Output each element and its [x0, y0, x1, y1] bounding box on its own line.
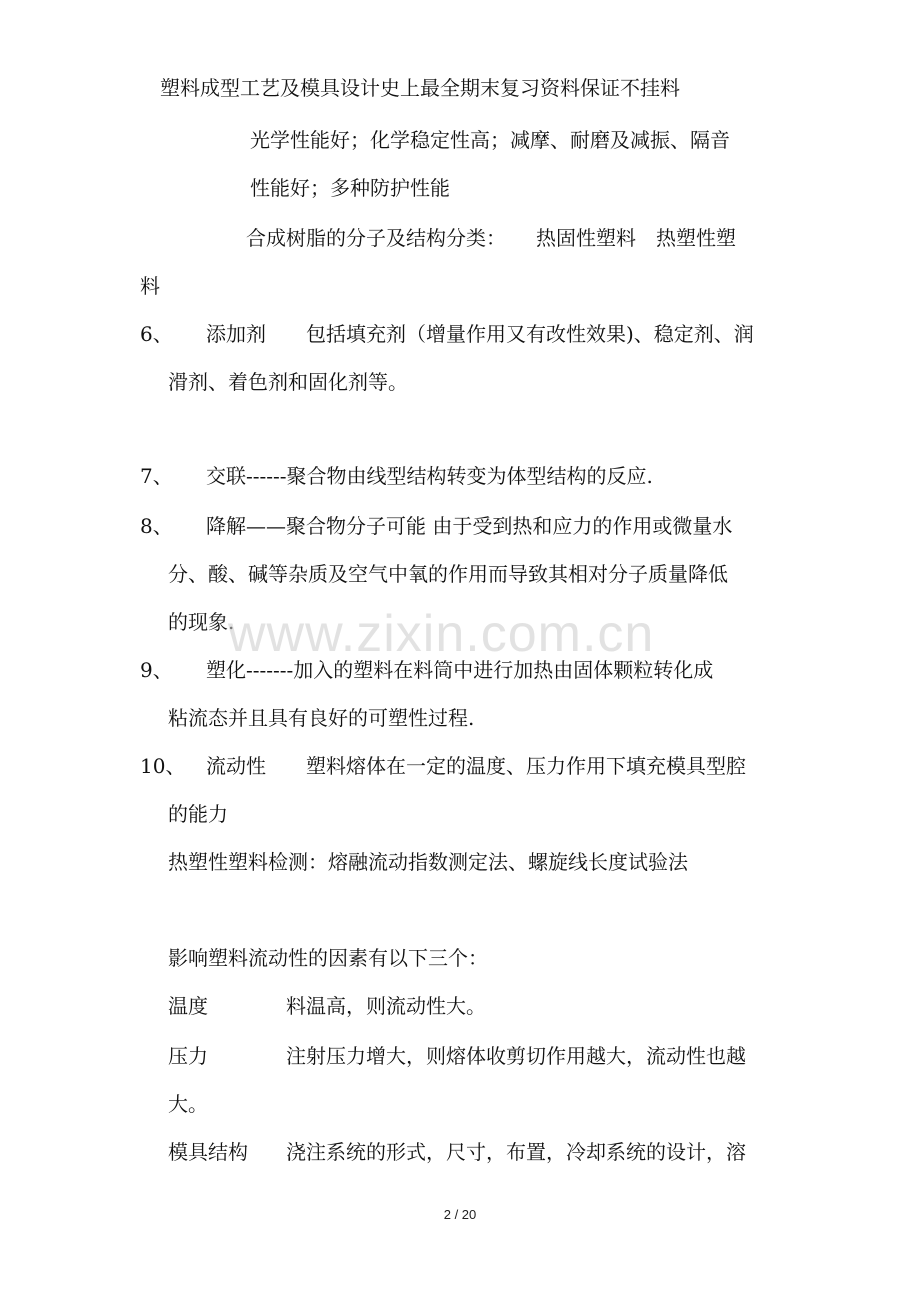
site-watermark: www.zixin.com.cn: [228, 605, 655, 663]
factor-pressure-text-continued: 大。: [168, 1092, 208, 1116]
item-8-line-3: 的现象.: [168, 610, 235, 634]
item-10-line-2: 的能力: [168, 802, 228, 826]
item-6-line-2: 滑剂、着色剂和固化剂等。: [168, 370, 408, 394]
factor-temperature-text: 料温高，则流动性大。: [286, 994, 486, 1018]
intro-line-1: 光学性能好；化学稳定性高；减摩、耐磨及减振、隔音: [250, 128, 730, 152]
item-number-8: 8、: [140, 514, 173, 538]
item-number-7: 7、: [140, 464, 173, 488]
item-number-6: 6、: [140, 322, 173, 346]
factor-pressure-text: 注射压力增大，则熔体收剪切作用越大，流动性也越: [286, 1044, 746, 1068]
page-title: 塑料成型工艺及模具设计史上最全期末复习资料保证不挂料: [160, 76, 680, 100]
item-number-9: 9、: [140, 658, 173, 682]
detection-methods: 热塑性塑料检测：熔融流动指数测定法、螺旋线长度试验法: [168, 850, 688, 874]
factor-pressure-label: 压力: [168, 1044, 208, 1068]
factors-heading: 影响塑料流动性的因素有以下三个：: [168, 946, 488, 970]
item-number-10: 10、: [140, 754, 186, 778]
item-10-line-1: 流动性 塑料熔体在一定的温度、压力作用下填充模具型腔: [206, 754, 746, 778]
item-9-line-2: 粘流态并且具有良好的可塑性过程.: [168, 706, 475, 730]
item-6-line-1: 添加剂 包括填充剂（增量作用又有改性效果)、稳定剂、润: [206, 322, 754, 346]
resin-classification-line-2: 料: [140, 274, 160, 298]
item-9-line-1: 塑化-------加入的塑料在料筒中进行加热由固体颗粒转化成: [206, 658, 714, 682]
factor-mold-text: 浇注系统的形式，尺寸，布置，冷却系统的设计，溶: [286, 1140, 746, 1164]
resin-classification-line-1: 合成树脂的分子及结构分类： 热固性塑料 热塑性塑: [246, 226, 736, 250]
current-page: 2: [443, 1207, 451, 1222]
factor-mold-label: 模具结构: [168, 1140, 248, 1164]
total-pages: 20: [461, 1207, 477, 1222]
item-8-line-2: 分、酸、碱等杂质及空气中氧的作用而导致其相对分子质量降低: [168, 562, 728, 586]
intro-line-2: 性能好；多种防护性能: [250, 176, 450, 200]
page-separator: /: [450, 1207, 462, 1222]
page-number: [0, 1206, 920, 1224]
item-8-line-1: 降解——聚合物分子可能 由于受到热和应力的作用或微量水: [206, 514, 733, 538]
factor-temperature-label: 温度: [168, 994, 208, 1018]
item-7-line-1: 交联------聚合物由线型结构转变为体型结构的反应.: [206, 464, 653, 488]
